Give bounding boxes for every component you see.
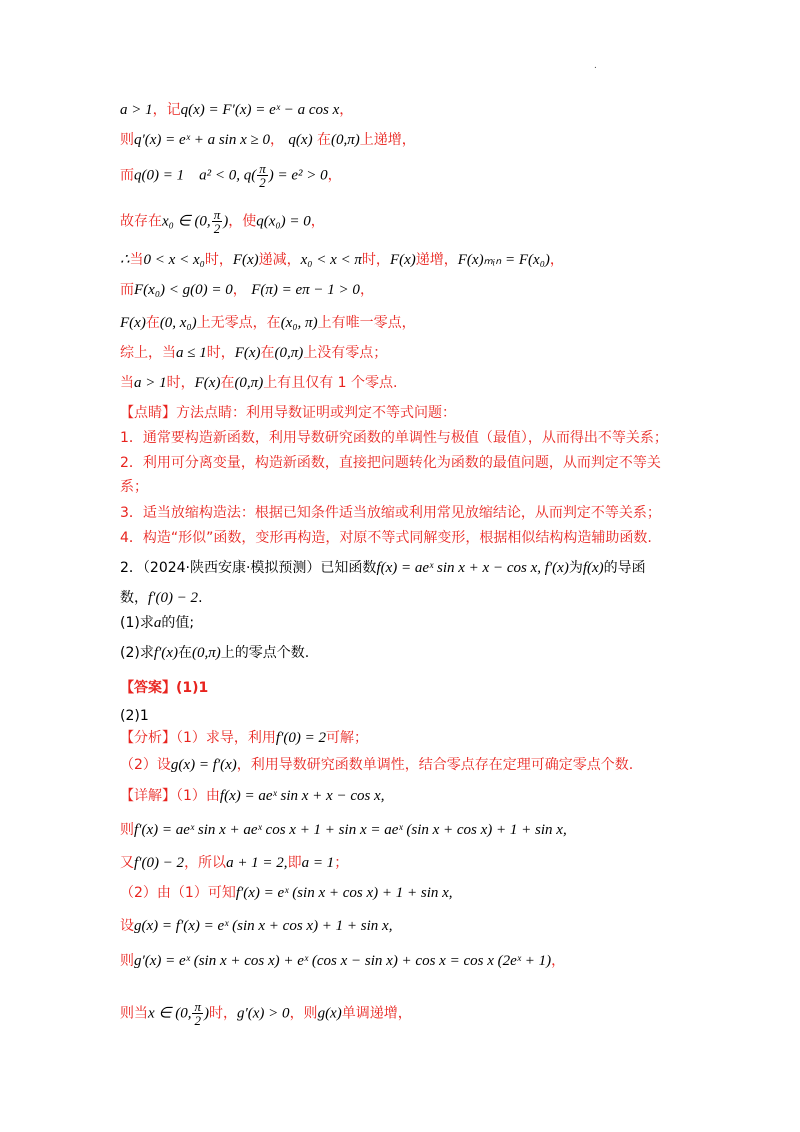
text-run: 上没有零点；	[303, 345, 388, 361]
text-line	[120, 313, 416, 333]
text-run: ，	[551, 953, 566, 969]
text-run: 故存在	[120, 213, 162, 230]
math-expression: f(x)	[582, 560, 604, 576]
text-run: （2）设	[120, 757, 171, 773]
text-run: 数，	[120, 590, 148, 606]
math-expression: q(0) = 1 a² < 0, q(	[134, 167, 257, 184]
text-run: ，	[310, 213, 325, 230]
math-expression: f′(0) − 2	[148, 590, 199, 606]
text-run: 的值;	[161, 615, 195, 631]
text-run: 而	[120, 167, 134, 184]
math-expression: f′(0) = 2	[275, 730, 326, 746]
text-run: (1)求	[120, 615, 154, 631]
text-run: 即	[287, 855, 302, 871]
fraction	[257, 162, 268, 189]
math-expression: a ≤ 1	[176, 345, 207, 361]
text-run: 时，	[206, 345, 235, 361]
math-expression: F(x)	[194, 375, 221, 391]
text-run: 3．适当放缩构造法：根据已知条件适当放缩或利用常见放缩结论，从而判定不等关系；	[120, 505, 661, 521]
text-run: 在	[260, 345, 275, 361]
math-expression: F(x)ₘᵢₙ = F(x₀)	[457, 252, 550, 268]
fraction-denominator: 2	[212, 221, 223, 235]
math-expression: q′(x) = eˣ + a sin x ≥ 0	[134, 132, 270, 148]
text-line	[120, 503, 661, 523]
text-run: 1．通常要构造新函数，利用导数研究函数的单调性与极值（最值），从而得出不等关系；	[120, 430, 668, 446]
text-line	[120, 403, 456, 423]
math-expression: (0, x₀)	[159, 315, 197, 331]
text-line	[120, 280, 374, 300]
text-line	[120, 1000, 412, 1027]
text-run: 时，	[166, 375, 195, 391]
text-run: 时，	[361, 252, 390, 268]
math-expression: g(x)	[317, 1005, 342, 1022]
text-run: 【答案】(1)1	[120, 680, 209, 696]
math-expression: (0,π)	[274, 345, 304, 361]
math-expression: ) = e² > 0	[268, 167, 328, 184]
text-run: (2)求	[120, 645, 154, 661]
text-run: 设	[120, 918, 134, 934]
fraction	[192, 1000, 203, 1027]
text-run: 则当	[120, 1005, 148, 1022]
text-run: 则	[120, 132, 134, 148]
text-run: 上有唯一零点，	[317, 315, 416, 331]
text-run: (2)1	[120, 708, 149, 724]
math-expression: (0,π)	[191, 645, 221, 661]
text-run: 时，	[209, 1005, 237, 1022]
text-run: （2）由（1）可知	[120, 885, 236, 901]
text-run: 【点睛】方法点睛：利用导数证明或判定不等式问题：	[120, 405, 456, 421]
math-expression: q(x)	[288, 132, 313, 148]
math-expression: a > 1	[120, 102, 153, 118]
text-run: ；	[334, 855, 349, 871]
math-expression: q(x₀) = 0	[256, 213, 311, 230]
page-marker-dot: .	[594, 60, 597, 71]
text-run: ，使	[228, 213, 257, 230]
text-run: ，则	[289, 1005, 318, 1022]
text-line	[120, 453, 661, 473]
math-expression: f′(x) = eˣ (sin x + cos x) + 1 + sin x,	[235, 885, 453, 901]
text-line	[120, 558, 646, 578]
text-run: 上无零点，在	[196, 315, 281, 331]
text-run: 2．（2024·陕西安康·模拟预测）已知函数	[120, 560, 377, 576]
text-run: 又	[120, 855, 134, 871]
text-run: 在	[177, 645, 192, 661]
text-line	[120, 250, 564, 270]
text-run: ，所以	[184, 855, 227, 871]
text-line	[120, 916, 392, 936]
math-expression: f′(x) = aeˣ sin x + aeˣ cos x + 1 + sin x = aeˣ (sin x + cos x) + 1 + sin x,	[134, 822, 567, 838]
text-run: ，	[232, 282, 252, 298]
text-line	[120, 951, 565, 971]
math-expression: F(x₀) < g(0) = 0	[134, 282, 233, 298]
text-run: ，	[359, 282, 374, 298]
fraction-denominator: 2	[257, 175, 268, 189]
text-run: 上的零点个数.	[220, 645, 310, 661]
text-line	[120, 820, 567, 840]
text-run: 在	[220, 375, 235, 391]
text-run: 在	[145, 315, 160, 331]
text-run: 可解；	[325, 730, 368, 746]
text-run: 当	[120, 375, 134, 391]
text-line	[120, 477, 148, 497]
text-run: 【详解】（1）由	[120, 788, 220, 804]
math-expression: F(x)	[232, 252, 259, 268]
text-line	[120, 755, 633, 775]
text-run: 在	[312, 132, 332, 148]
math-expression: )	[204, 1005, 209, 1022]
text-run: 为	[568, 560, 583, 576]
math-expression: )	[223, 213, 229, 230]
text-run: 时，	[204, 252, 233, 268]
text-run: 综上，当	[120, 345, 176, 361]
text-line	[120, 706, 149, 726]
text-run: 【分析】（1）求导，利用	[120, 730, 276, 746]
text-run: ，	[327, 167, 342, 184]
text-line	[120, 130, 416, 150]
text-line	[120, 853, 348, 873]
text-run: 当	[129, 252, 144, 268]
text-run: ，	[269, 132, 289, 148]
math-expression: ∴	[120, 252, 130, 268]
text-run: 的导函	[603, 560, 646, 576]
math-expression: 0 < x < x₀	[143, 252, 205, 268]
text-run: 则	[120, 953, 134, 969]
text-run: 递减，	[258, 252, 301, 268]
math-expression: a = 1	[301, 855, 335, 871]
math-expression: F(x)	[389, 252, 416, 268]
text-line	[120, 343, 387, 363]
text-line	[120, 883, 453, 903]
math-expression: (0,π)	[331, 132, 360, 148]
math-expression: F(π) = eπ − 1 > 0	[251, 282, 360, 298]
math-expression: x ∈ (0,	[148, 1005, 192, 1022]
text-run: 系；	[120, 479, 148, 495]
fraction	[212, 208, 223, 235]
text-run: 而	[120, 282, 134, 298]
text-run: 递增，	[415, 252, 458, 268]
math-expression: g(x) = f′(x)	[170, 757, 237, 773]
text-line	[120, 728, 368, 748]
text-run: ，	[549, 252, 564, 268]
math-expression: F(x)	[120, 315, 146, 331]
text-run: 则	[120, 822, 134, 838]
math-expression: f(x) = aeˣ sin x + x − cos x,	[219, 788, 385, 804]
text-run: ，记	[152, 102, 181, 118]
text-line	[120, 373, 397, 393]
math-expression: f′(x)	[153, 645, 178, 661]
text-run: 单调递增，	[341, 1005, 412, 1022]
math-expression: x₀ ∈ (0,	[162, 213, 211, 230]
math-expression: x₀ < x < π	[300, 252, 362, 268]
math-expression: F(x)	[234, 345, 261, 361]
text-line	[120, 208, 325, 235]
text-line	[120, 678, 208, 698]
text-line	[120, 528, 652, 548]
fraction-numerator: π	[213, 207, 221, 222]
math-expression: q(x) = F′(x) = eˣ − a cos x	[180, 102, 340, 118]
text-run: ，利用导数研究函数单调性，结合零点存在定理可确定零点个数.	[236, 757, 634, 773]
math-expression: (x₀, π)	[280, 315, 318, 331]
text-line	[120, 100, 353, 120]
math-expression: f(x) = aeˣ sin x + x − cos x, f′(x)	[376, 560, 569, 576]
fraction-numerator: π	[194, 999, 201, 1014]
math-expression: (0,π)	[234, 375, 264, 391]
text-line	[120, 162, 342, 189]
math-expression: g′(x) > 0	[237, 1005, 290, 1022]
math-expression: a + 1 = 2,	[226, 855, 288, 871]
text-run: 上递增，	[359, 132, 416, 148]
text-line	[120, 643, 309, 663]
text-line	[120, 428, 668, 448]
math-expression: a > 1	[134, 375, 167, 391]
text-line	[120, 786, 384, 806]
text-run: ，	[339, 102, 354, 118]
math-expression: g(x) = f′(x) = eˣ (sin x + cos x) + 1 + sin x,	[134, 918, 393, 934]
text-run: 4．构造“形似”函数，变形再构造，对原不等式同解变形，根据相似结构构造辅助函数.	[120, 530, 652, 546]
math-expression: a	[153, 615, 162, 631]
math-expression: g′(x) = eˣ (sin x + cos x) + eˣ (cos x − sin x) + cos x = cos x (2eˣ + 1)	[134, 953, 552, 969]
text-run: .	[198, 590, 203, 606]
text-run: 2．利用可分离变量，构造新函数，直接把问题转化为函数的最值问题，从而判定不等关	[120, 455, 661, 471]
fraction-numerator: π	[259, 161, 266, 176]
fraction-denominator: 2	[192, 1013, 203, 1027]
text-run: 上有且仅有 1 个零点.	[263, 375, 398, 391]
math-expression: f′(0) − 2	[134, 855, 185, 871]
text-line	[120, 613, 194, 633]
text-line	[120, 588, 203, 608]
